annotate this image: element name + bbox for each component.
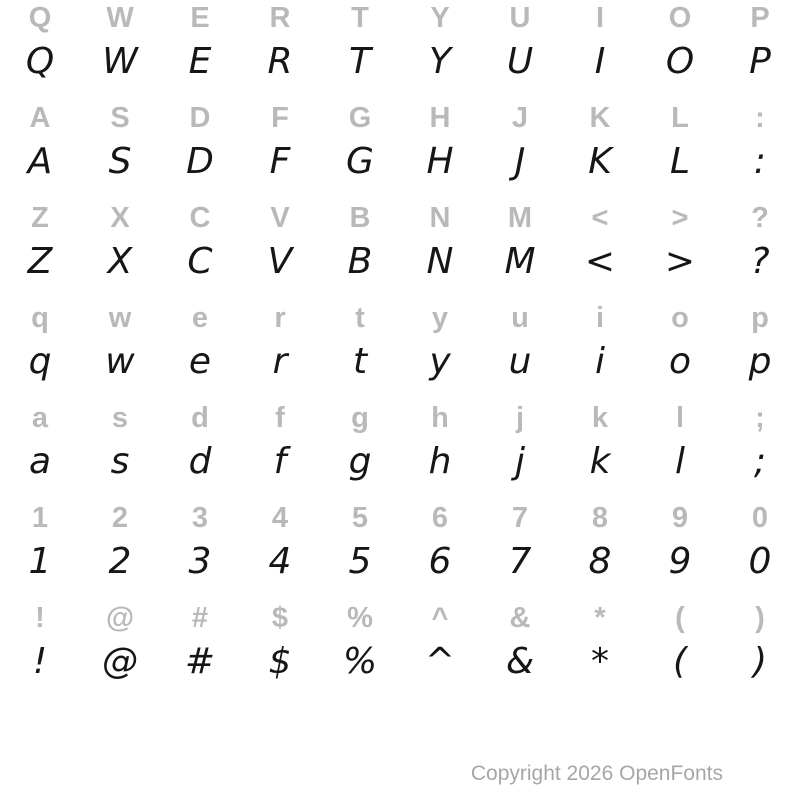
- specimen-glyph: S: [108, 141, 132, 182]
- reference-glyph: r: [274, 302, 286, 334]
- reference-glyph: M: [507, 202, 533, 234]
- reference-glyph: p: [751, 302, 769, 334]
- specimen-glyph: r: [272, 341, 288, 382]
- reference-glyph: K: [589, 102, 611, 134]
- specimen-glyph: q: [28, 341, 52, 382]
- reference-glyph: u: [511, 302, 529, 334]
- specimen-glyph: @: [102, 641, 138, 682]
- reference-glyph: &: [509, 602, 531, 634]
- reference-glyph: 2: [111, 502, 129, 534]
- reference-glyph: G: [348, 102, 372, 134]
- specimen-glyph: 8: [588, 541, 612, 582]
- reference-glyph: q: [31, 302, 49, 334]
- specimen-glyph: K: [588, 141, 612, 182]
- reference-glyph: Q: [28, 2, 52, 34]
- specimen-glyph: ): [752, 641, 768, 682]
- specimen-glyph: j: [514, 441, 525, 482]
- specimen-glyph: o: [668, 341, 692, 382]
- specimen-glyph: 4: [268, 541, 292, 582]
- reference-line: [0, 600, 800, 636]
- specimen-glyph: >: [664, 241, 696, 282]
- charmap-row: [0, 100, 800, 200]
- reference-glyph: s: [111, 402, 129, 434]
- specimen-glyph: <: [584, 241, 616, 282]
- reference-glyph: $: [271, 602, 289, 634]
- specimen-glyph: p: [748, 341, 772, 382]
- reference-glyph: L: [671, 102, 689, 134]
- specimen-line: [0, 236, 800, 288]
- charmap-row: [0, 300, 800, 400]
- reference-glyph: :: [755, 102, 765, 134]
- reference-glyph: d: [191, 402, 209, 434]
- specimen-glyph: J: [514, 141, 526, 182]
- reference-glyph: C: [189, 202, 211, 234]
- reference-glyph: o: [671, 302, 689, 334]
- specimen-glyph: $: [268, 641, 292, 682]
- specimen-line: [0, 336, 800, 388]
- specimen-glyph: 6: [428, 541, 452, 582]
- specimen-glyph: U: [506, 41, 534, 82]
- specimen-glyph: w: [105, 341, 135, 382]
- specimen-glyph: g: [348, 441, 372, 482]
- specimen-glyph: 1: [28, 541, 52, 582]
- reference-glyph: N: [429, 202, 451, 234]
- specimen-glyph: M: [504, 241, 536, 282]
- specimen-glyph: y: [429, 341, 451, 382]
- specimen-glyph: L: [669, 141, 691, 182]
- reference-glyph: 8: [591, 502, 609, 534]
- specimen-glyph: k: [589, 441, 611, 482]
- charmap-row: [0, 400, 800, 500]
- reference-glyph: k: [591, 402, 609, 434]
- copyright-text: Copyright 2026 OpenFonts: [470, 762, 723, 785]
- specimen-glyph: V: [267, 241, 293, 282]
- specimen-glyph: Q: [25, 41, 55, 82]
- specimen-glyph: a: [28, 441, 52, 482]
- reference-glyph: 1: [31, 502, 49, 534]
- reference-glyph: J: [511, 102, 529, 134]
- reference-glyph: h: [431, 402, 449, 434]
- specimen-glyph: D: [186, 141, 214, 182]
- specimen-glyph: P: [749, 41, 771, 82]
- reference-line: [0, 500, 800, 536]
- reference-glyph: S: [110, 102, 130, 134]
- specimen-glyph: E: [188, 41, 212, 82]
- specimen-glyph: X: [107, 241, 133, 282]
- reference-line: [0, 200, 800, 236]
- specimen-glyph: ?: [750, 241, 770, 282]
- specimen-line: [0, 536, 800, 588]
- charmap-row: [0, 600, 800, 700]
- specimen-glyph: 7: [508, 541, 532, 582]
- reference-glyph: >: [671, 202, 689, 234]
- reference-glyph: 4: [271, 502, 289, 534]
- specimen-glyph: 3: [188, 541, 212, 582]
- reference-glyph: E: [190, 2, 210, 34]
- reference-glyph: 9: [671, 502, 689, 534]
- reference-glyph: U: [509, 2, 531, 34]
- reference-glyph: (: [675, 602, 685, 634]
- reference-glyph: ?: [751, 202, 769, 234]
- specimen-line: [0, 436, 800, 488]
- reference-glyph: j: [515, 402, 525, 434]
- reference-glyph: P: [750, 2, 770, 34]
- specimen-glyph: d: [188, 441, 212, 482]
- specimen-glyph: F: [269, 141, 291, 182]
- specimen-line: [0, 636, 800, 688]
- specimen-glyph: H: [426, 141, 454, 182]
- reference-glyph: B: [349, 202, 371, 234]
- reference-glyph: i: [595, 302, 605, 334]
- reference-glyph: Y: [430, 2, 450, 34]
- specimen-glyph: #: [184, 641, 216, 682]
- reference-glyph: R: [269, 2, 291, 34]
- specimen-glyph: (: [672, 641, 688, 682]
- reference-glyph: @: [105, 602, 135, 634]
- specimen-glyph: T: [349, 41, 371, 82]
- reference-line: [0, 300, 800, 336]
- reference-glyph: A: [29, 102, 51, 134]
- reference-line: [0, 100, 800, 136]
- specimen-glyph: f: [273, 441, 287, 482]
- specimen-glyph: i: [594, 341, 605, 382]
- specimen-glyph: Z: [27, 241, 53, 282]
- specimen-glyph: 9: [668, 541, 692, 582]
- reference-glyph: <: [591, 202, 609, 234]
- reference-glyph: ;: [755, 402, 765, 434]
- reference-glyph: f: [275, 402, 285, 434]
- reference-glyph: 3: [191, 502, 209, 534]
- specimen-glyph: Y: [429, 41, 451, 82]
- specimen-glyph: C: [187, 241, 213, 282]
- charmap-row: [0, 200, 800, 300]
- reference-glyph: %: [347, 602, 373, 634]
- specimen-glyph: s: [110, 441, 130, 482]
- reference-glyph: 0: [751, 502, 769, 534]
- charmap-row: [0, 0, 800, 100]
- specimen-glyph: u: [508, 341, 532, 382]
- specimen-glyph: 2: [108, 541, 132, 582]
- reference-glyph: 6: [431, 502, 449, 534]
- reference-glyph: ^: [431, 602, 449, 634]
- specimen-line: [0, 136, 800, 188]
- reference-glyph: D: [189, 102, 211, 134]
- reference-glyph: t: [355, 302, 365, 334]
- specimen-glyph: W: [102, 41, 138, 82]
- specimen-glyph: N: [426, 241, 454, 282]
- specimen-glyph: *: [591, 641, 609, 682]
- reference-glyph: e: [191, 302, 209, 334]
- reference-glyph: X: [110, 202, 130, 234]
- reference-glyph: T: [351, 2, 369, 34]
- specimen-glyph: h: [428, 441, 452, 482]
- reference-glyph: y: [431, 302, 449, 334]
- reference-glyph: Z: [31, 202, 49, 234]
- specimen-glyph: ^: [424, 641, 456, 682]
- reference-glyph: ): [755, 602, 765, 634]
- specimen-glyph: %: [342, 641, 378, 682]
- specimen-glyph: t: [352, 341, 368, 382]
- reference-glyph: V: [270, 202, 290, 234]
- reference-glyph: H: [429, 102, 451, 134]
- specimen-glyph: !: [32, 641, 48, 682]
- specimen-glyph: R: [267, 41, 293, 82]
- reference-glyph: w: [108, 302, 132, 334]
- specimen-glyph: I: [594, 41, 606, 82]
- reference-glyph: 7: [511, 502, 529, 534]
- specimen-glyph: &: [505, 641, 535, 682]
- reference-glyph: !: [35, 602, 45, 634]
- specimen-glyph: e: [188, 341, 212, 382]
- reference-glyph: O: [668, 2, 692, 34]
- charmap-row: [0, 500, 800, 600]
- reference-glyph: W: [106, 2, 134, 34]
- specimen-glyph: ;: [753, 441, 767, 482]
- reference-glyph: #: [191, 602, 209, 634]
- specimen-glyph: 0: [748, 541, 772, 582]
- reference-glyph: g: [351, 402, 369, 434]
- specimen-line: [0, 36, 800, 88]
- specimen-glyph: l: [674, 441, 685, 482]
- reference-glyph: l: [675, 402, 685, 434]
- specimen-glyph: :: [753, 141, 767, 182]
- specimen-glyph: G: [346, 141, 374, 182]
- reference-glyph: 5: [351, 502, 369, 534]
- reference-glyph: F: [271, 102, 289, 134]
- reference-glyph: *: [594, 602, 606, 634]
- specimen-glyph: A: [27, 141, 53, 182]
- specimen-glyph: 5: [348, 541, 372, 582]
- reference-line: [0, 0, 800, 36]
- reference-line: [0, 400, 800, 436]
- specimen-glyph: O: [665, 41, 695, 82]
- reference-glyph: I: [595, 2, 605, 34]
- specimen-glyph: B: [347, 241, 373, 282]
- reference-glyph: a: [31, 402, 49, 434]
